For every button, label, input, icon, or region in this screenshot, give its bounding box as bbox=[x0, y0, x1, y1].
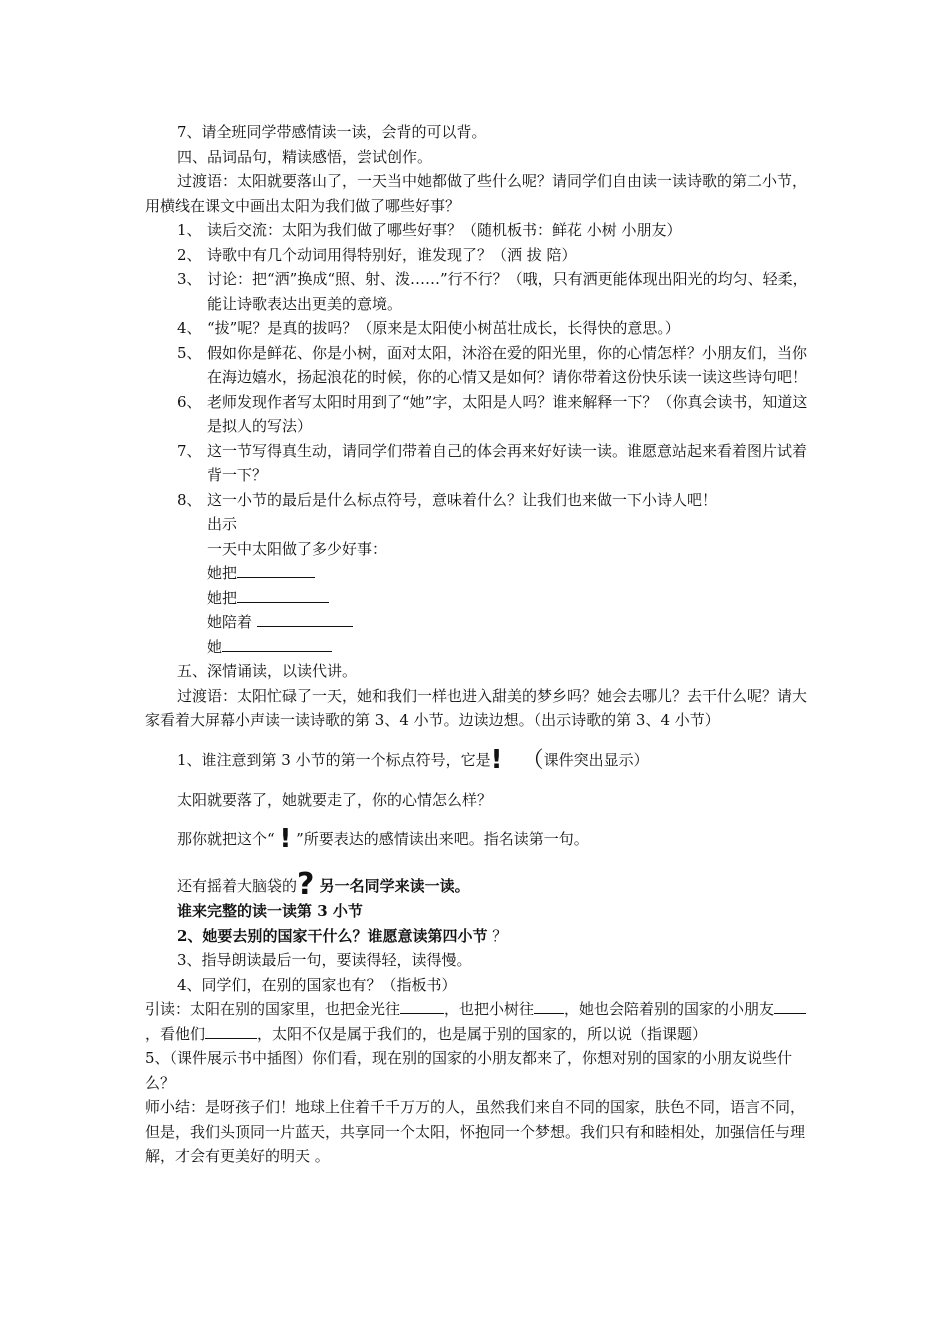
item-number: 2、 bbox=[177, 245, 202, 264]
read-text: ”所要表达的感情读出来吧。指名读第一句。 bbox=[291, 830, 589, 848]
question-text: 1、谁注意到第 3 小节的第一个标点符号，它是 bbox=[177, 750, 491, 769]
text: ，看他们 bbox=[145, 1024, 206, 1043]
fill-blank bbox=[400, 998, 444, 1014]
question-tail: ？ bbox=[487, 926, 508, 945]
exclamation-mark: ! bbox=[490, 744, 503, 775]
list-item bbox=[145, 243, 813, 268]
fill-blank bbox=[222, 636, 332, 652]
question-mark: ? bbox=[297, 867, 315, 902]
question-5: 5、（课件展示书中插图）你们看，现在别的国家的小朋友都来了，你想对别的国家的小朋友说些什么？ bbox=[145, 1049, 793, 1092]
open-paren: （ bbox=[521, 747, 544, 773]
section-5-title: 五、深情诵读，以读代讲。 bbox=[177, 662, 358, 680]
list-item bbox=[145, 218, 813, 243]
text: 另一名同学来读一读。 bbox=[314, 877, 470, 895]
item-number: 5、 bbox=[177, 343, 202, 362]
fill-text: 她把 bbox=[207, 588, 238, 607]
text: ，也把小树往 bbox=[444, 1000, 535, 1018]
fill-blank bbox=[237, 587, 329, 603]
show-label: 出示 bbox=[207, 515, 238, 533]
exclamation-mark: ! bbox=[279, 824, 292, 854]
read-text: 那你就把这个“ bbox=[177, 830, 280, 848]
item-number: 6、 bbox=[177, 392, 202, 411]
question-1-read bbox=[145, 826, 813, 852]
fill-text: 她陪着 bbox=[207, 613, 257, 631]
question-note: 课件突出显示） bbox=[543, 750, 649, 769]
fill-blank bbox=[237, 562, 315, 578]
item-text: 这一节写得真生动，请同学们带着自己的体会再来好好读一读。谁愿意站起来看着图片试着背一下？ bbox=[207, 441, 808, 484]
item-list bbox=[145, 218, 813, 512]
list-item bbox=[145, 267, 813, 316]
text: 还有摇着大脑袋的 bbox=[177, 877, 298, 895]
fill-line-3 bbox=[145, 610, 813, 635]
fill-line-2 bbox=[145, 586, 813, 611]
item-text: 诗歌中有几个动词用得特别好，谁发现了？（洒 拔 陪） bbox=[207, 245, 577, 264]
text: ，她也会陪着别的国家的小朋友 bbox=[564, 1000, 775, 1018]
fill-text: 她把 bbox=[207, 564, 238, 582]
list-item bbox=[145, 390, 813, 439]
item-text: “拔”呢？是真的拔吗？（原来是太阳使小树茁壮成长，长得快的意思。） bbox=[207, 319, 680, 337]
item-number: 1、 bbox=[177, 221, 202, 239]
bold-line-1: 谁来完整的读一读第 3 小节 bbox=[177, 902, 363, 920]
question-mark-line bbox=[145, 867, 813, 902]
item-text: 老师发现作者写太阳时用到了“她”字，太阳是人吗？谁来解释一下？（你真会读书，知道这是拟人的写法） bbox=[207, 392, 808, 435]
item-text: 读后交流：太阳为我们做了哪些好事？（随机板书：鲜花 小树 小朋友） bbox=[207, 221, 682, 239]
question-text: 2、她要去别的国家干什么？谁愿意读第四小节 bbox=[177, 926, 488, 945]
fill-blank bbox=[257, 611, 353, 627]
fill-blank bbox=[774, 998, 806, 1014]
teacher-summary: 师小结：是呀孩子们！地球上住着千千万万的人，虽然我们来自不同的国家，肤色不同，语言不同，但是，我们头顶同一片蓝天，共享同一个太阳，怀抱同一个梦想。我们只有和睦相处，加强信任与理解，才会有更美好的明天 。 bbox=[145, 1098, 806, 1165]
question-4: 4、同学们，在别的国家也有？（指板书） bbox=[177, 975, 457, 994]
item-text: 讨论：把“洒”换成“照、射、泼……”行不行？（哦，只有洒更能体现出阳光的均匀、轻柔，能让诗歌表达出更美的意境。 bbox=[207, 270, 808, 313]
fill-blank bbox=[205, 1023, 257, 1039]
question-1 bbox=[145, 744, 813, 775]
fill-blank bbox=[534, 998, 564, 1014]
list-item bbox=[145, 488, 813, 513]
guided-reading bbox=[145, 997, 813, 1046]
show-prompt: 一天中太阳做了多少好事： bbox=[207, 539, 388, 558]
item-number: 3、 bbox=[177, 270, 202, 288]
lesson-plan-text bbox=[145, 120, 813, 1169]
item-number: 4、 bbox=[177, 319, 202, 337]
question-2 bbox=[145, 924, 813, 949]
item-text: 这一小节的最后是什么标点符号，意味着什么？让我们也来做一下小诗人吧！ bbox=[207, 490, 718, 509]
line-1: 7、请全班同学带感情读一读，会背的可以背。 bbox=[177, 123, 487, 141]
item-number: 8、 bbox=[177, 490, 202, 509]
section-4-title: 四、品词品句，精读感悟，尝试创作。 bbox=[177, 147, 433, 166]
transition-2: 过渡语：太阳忙碌了一天，她和我们一样也进入甜美的梦乡吗？她会去哪儿？去干什么呢？请大家看着大屏幕小声读一读诗歌的第 3、4 小节。边读边想。（出示诗歌的第 3、4 小节） bbox=[145, 686, 808, 729]
transition-1: 过渡语：太阳就要落山了，一天当中她都做了些什么呢？请同学们自由读一读诗歌的第二小节，用横线在课文中画出太阳为我们做了哪些好事？ bbox=[145, 172, 808, 215]
list-item bbox=[145, 439, 813, 488]
text: 引读：太阳在别的国家里，也把金光往 bbox=[145, 1000, 401, 1018]
fill-text: 她 bbox=[207, 637, 223, 656]
item-number: 7、 bbox=[177, 441, 202, 460]
fill-line-4 bbox=[145, 635, 813, 660]
item-text: 假如你是鲜花、你是小树，面对太阳，沐浴在爱的阳光里，你的心情怎样？小朋友们，当你在海边嬉水，扬起浪花的时候，你的心情又是如何？请你带着这份快乐读一读这些诗句吧！ bbox=[207, 343, 808, 386]
list-item bbox=[145, 316, 813, 341]
text: ，太阳不仅是属于我们的，也是属于别的国家的，所以说（指课题） bbox=[257, 1024, 708, 1043]
fill-line-1 bbox=[145, 561, 813, 586]
question-1-followup: 太阳就要落了，她就要走了，你的心情怎么样？ bbox=[177, 790, 493, 809]
list-item bbox=[145, 341, 813, 390]
question-3: 3、指导朗读最后一句，要读得轻，读得慢。 bbox=[177, 951, 472, 969]
